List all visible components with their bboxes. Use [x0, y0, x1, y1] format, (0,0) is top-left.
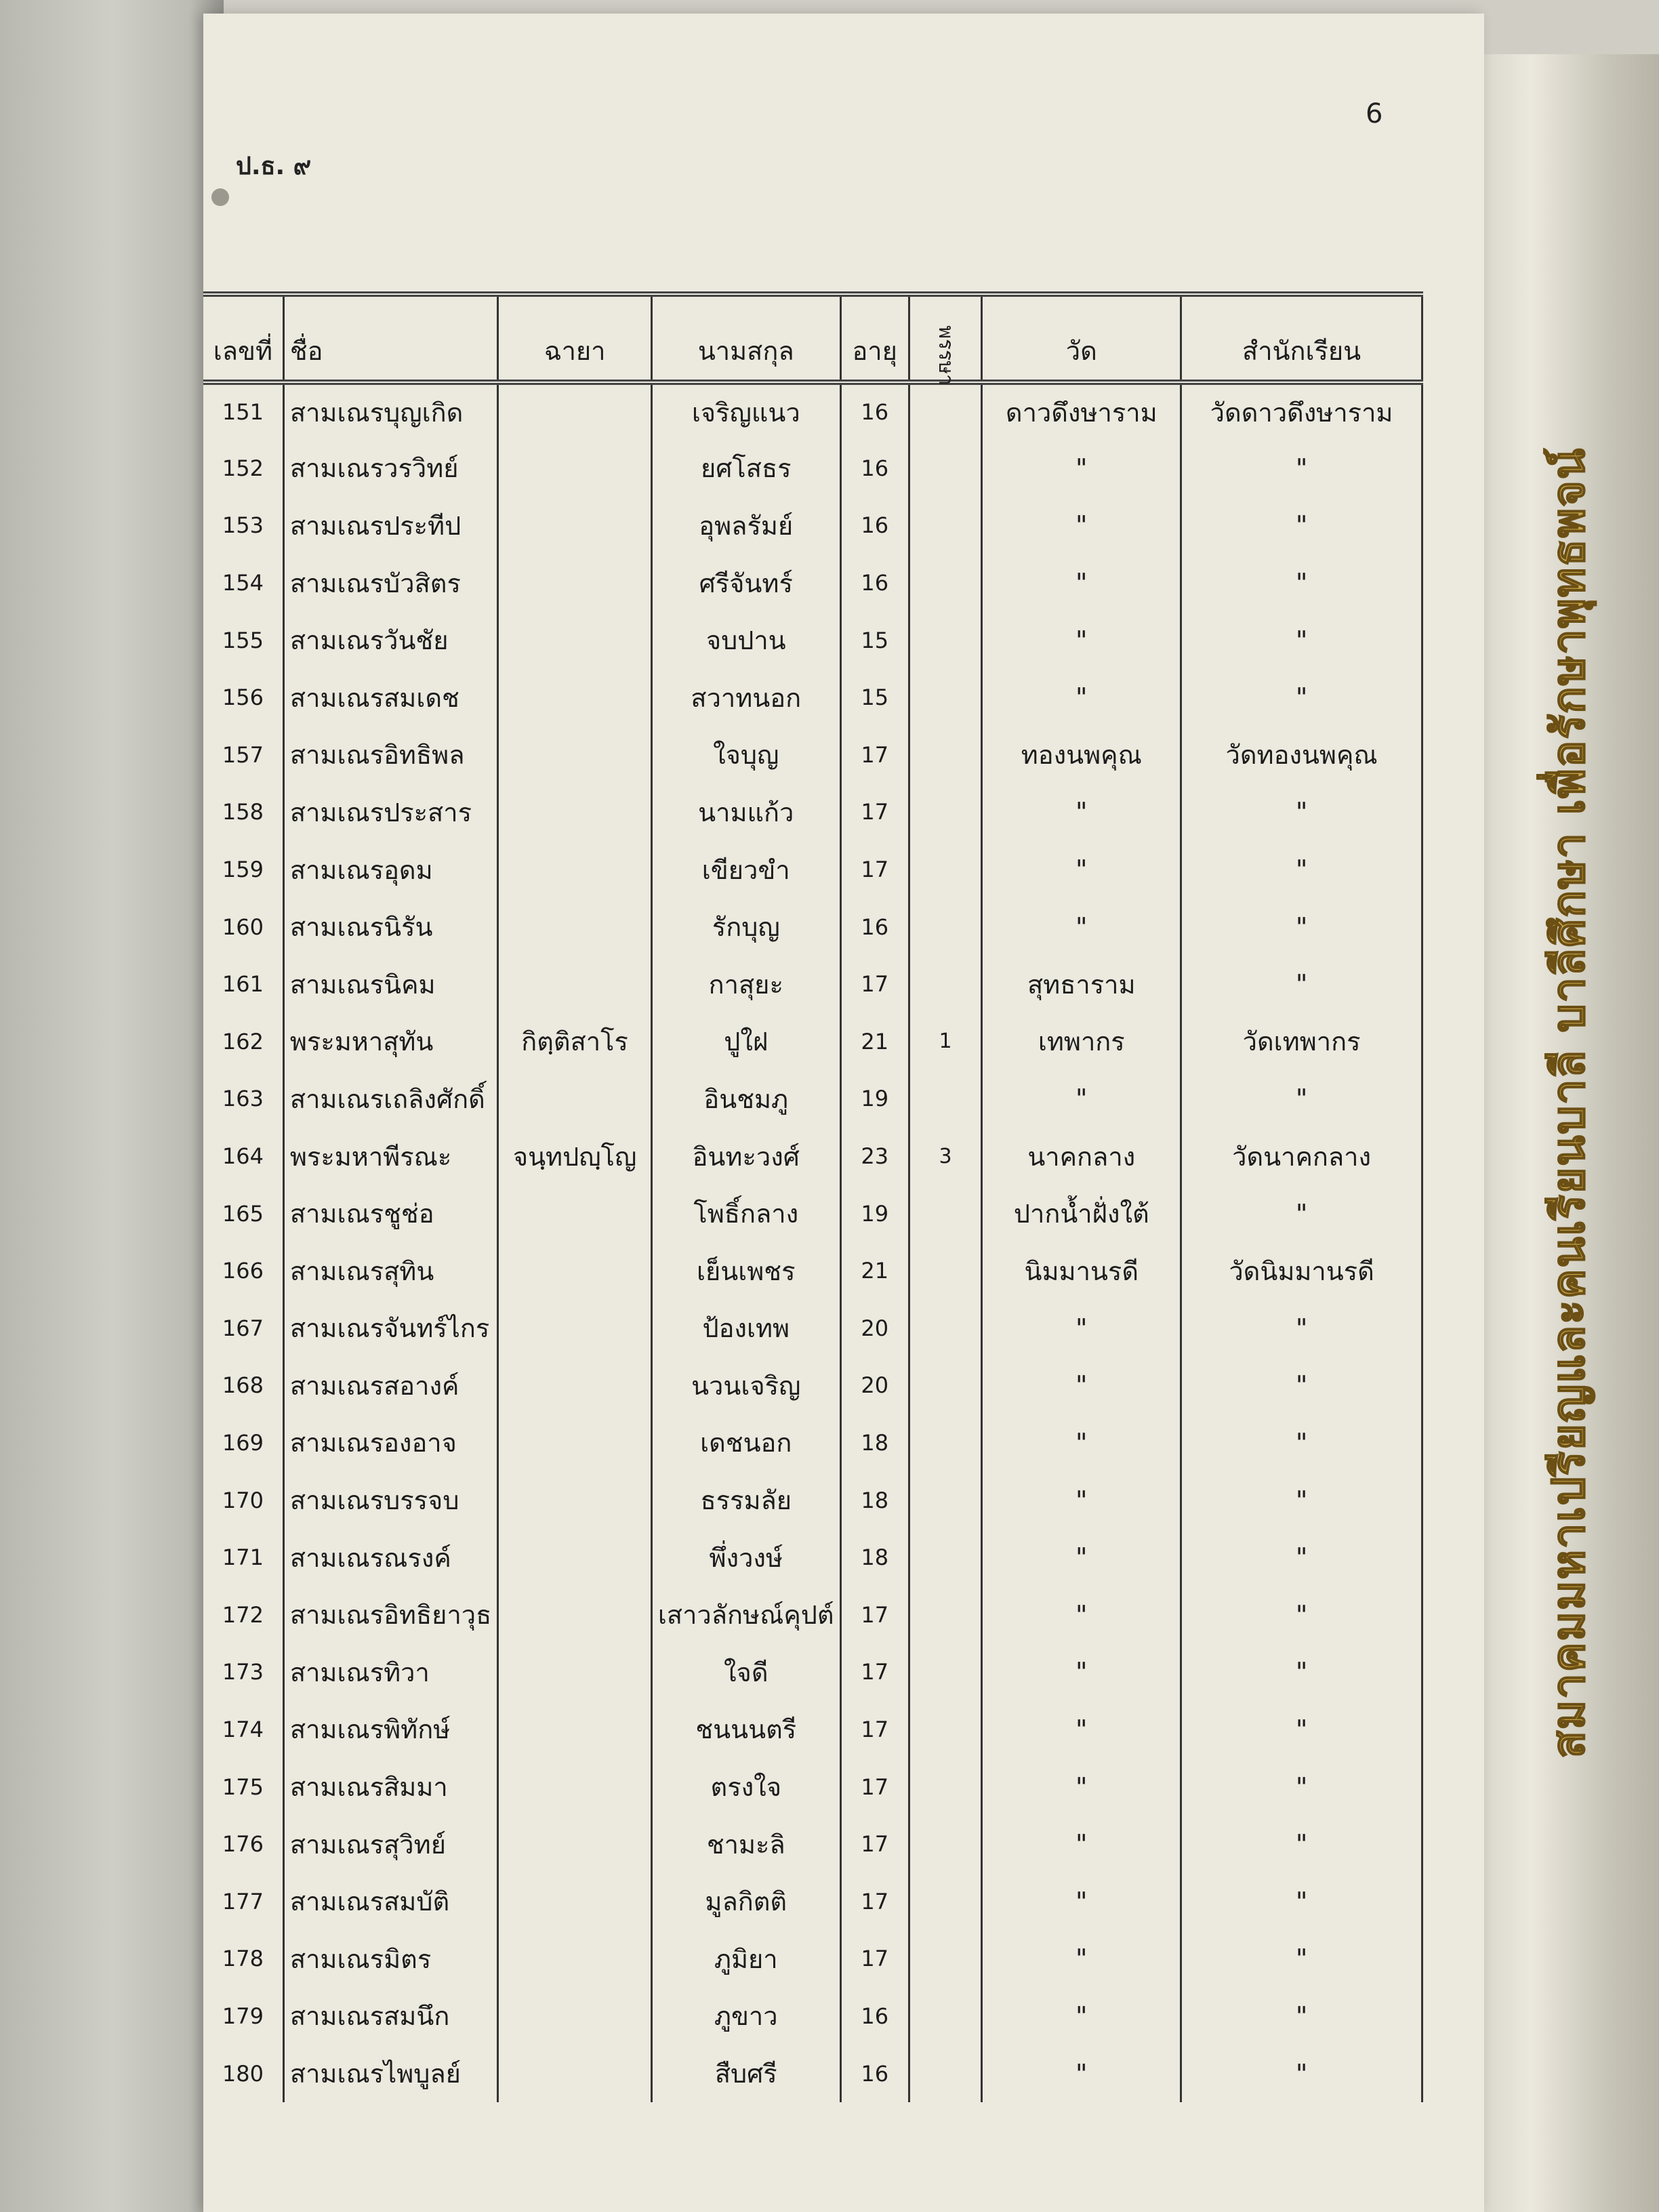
cell-school: วัดดาวดึงษาราม — [1181, 382, 1422, 440]
cell-school: " — [1181, 1643, 1422, 1701]
cell-name: สามเณรองอาจ — [283, 1414, 497, 1472]
cell-ordination-name — [498, 898, 652, 956]
table-row — [203, 497, 1422, 554]
cell-number: 154 — [222, 570, 264, 596]
table-row — [203, 1701, 1422, 1759]
cell-age: 17 — [840, 726, 909, 784]
cell-name: สามเณรมิตร — [283, 1930, 497, 1988]
cell-ordination-name — [498, 611, 652, 669]
cell-surname: เดชนอก — [651, 1414, 840, 1472]
cell-grade — [909, 554, 982, 612]
header-name: ชื่อ — [283, 294, 497, 382]
cell-ordination-name — [498, 1930, 652, 1988]
table-row — [203, 1586, 1422, 1643]
cell-number: 160 — [222, 914, 264, 940]
cell-grade — [909, 1758, 982, 1816]
cell-age: 19 — [840, 1185, 909, 1242]
table-row — [203, 841, 1422, 899]
cell-age: 15 — [840, 611, 909, 669]
watermark-stamp: สมาคมมหาเปรียญและคนเรียนบาลี บาลีศึกษา เพื่อรักษาพุทธพจน์ — [1542, 447, 1595, 1759]
cell-temple: " — [982, 1529, 1181, 1586]
table-row — [203, 956, 1422, 1013]
table-row — [203, 554, 1422, 612]
cell-number: 161 — [222, 971, 264, 998]
cell-temple: " — [982, 1988, 1181, 2045]
cell-name: สามเณรอิทธิยาวุธ — [283, 1586, 497, 1643]
cell-age: 17 — [840, 783, 909, 841]
cell-surname: เจริญแนว — [651, 382, 840, 440]
cell-number: 162 — [222, 1028, 264, 1054]
cell-ordination-name — [498, 1300, 652, 1357]
cell-temple: " — [982, 783, 1181, 841]
cell-school: " — [1181, 956, 1422, 1013]
cell-number: 174 — [222, 1716, 264, 1742]
cell-surname: จบปาน — [651, 611, 840, 669]
cell-name: สามเณรวรวิทย์ — [283, 440, 497, 497]
cell-age: 19 — [840, 1070, 909, 1128]
table-body — [203, 382, 1422, 2102]
cell-grade — [909, 726, 982, 784]
page-number: 6 — [1366, 98, 1383, 129]
table-row — [203, 1242, 1422, 1300]
cell-age: 17 — [840, 1586, 909, 1643]
cell-grade — [909, 382, 982, 440]
cell-ordination-name — [498, 440, 652, 497]
cell-surname: ชนนนตรี — [651, 1701, 840, 1759]
cell-temple: " — [982, 841, 1181, 899]
cell-ordination-name — [498, 1414, 652, 1472]
cell-age: 20 — [840, 1357, 909, 1414]
table-row — [203, 1816, 1422, 1873]
cell-school: " — [1181, 1471, 1422, 1529]
table-row — [203, 1988, 1422, 2045]
cell-grade — [909, 1529, 982, 1586]
cell-age: 17 — [840, 841, 909, 899]
cell-surname: นามแก้ว — [651, 783, 840, 841]
roster-table — [203, 291, 1423, 2102]
cell-surname: อินชมภู — [651, 1070, 840, 1128]
binding-hole — [211, 188, 229, 206]
cell-surname: นวนเจริญ — [651, 1357, 840, 1414]
cell-grade — [909, 1930, 982, 1988]
cell-ordination-name — [498, 554, 652, 612]
cell-age: 16 — [840, 898, 909, 956]
cell-grade — [909, 783, 982, 841]
table-row — [203, 783, 1422, 841]
cell-ordination-name — [498, 726, 652, 784]
cell-grade — [909, 1643, 982, 1701]
header-age: อายุ — [840, 294, 909, 382]
cell-number: 166 — [222, 1258, 264, 1284]
cell-name: สามเณรสุวิทย์ — [283, 1816, 497, 1873]
cell-grade — [909, 1701, 982, 1759]
cell-grade — [909, 956, 982, 1013]
cell-grade — [909, 1586, 982, 1643]
cell-school: " — [1181, 783, 1422, 841]
cell-grade — [909, 1185, 982, 1242]
cell-number: 159 — [222, 857, 264, 883]
cell-ordination-name — [498, 669, 652, 726]
cell-surname: ป้องเทพ — [651, 1300, 840, 1357]
cell-grade — [909, 2045, 982, 2102]
cell-grade: 3 — [909, 1128, 982, 1185]
cell-number: 163 — [222, 1086, 264, 1112]
cell-school: " — [1181, 1300, 1422, 1357]
cell-temple: " — [982, 1872, 1181, 1930]
cell-surname: เย็นเพชร — [651, 1242, 840, 1300]
header-temple: วัด — [982, 294, 1181, 382]
cell-school: " — [1181, 497, 1422, 554]
cell-school: " — [1181, 1529, 1422, 1586]
cell-name: สามเณรประทีป — [283, 497, 497, 554]
header-school: สำนักเรียน — [1181, 294, 1422, 382]
cell-number: 155 — [222, 627, 264, 653]
cell-temple: " — [982, 1357, 1181, 1414]
table-header-row — [203, 294, 1422, 382]
cell-grade — [909, 1300, 982, 1357]
table-row — [203, 1529, 1422, 1586]
table-row — [203, 2045, 1422, 2102]
cell-name: สามเณรสุทิน — [283, 1242, 497, 1300]
cell-name: สามเณรอิทธิพล — [283, 726, 497, 784]
cell-age: 17 — [840, 1930, 909, 1988]
table-row — [203, 1471, 1422, 1529]
cell-name: สามเณรพิทักษ์ — [283, 1701, 497, 1759]
cell-age: 16 — [840, 2045, 909, 2102]
cell-school: " — [1181, 440, 1422, 497]
cell-temple: " — [982, 1586, 1181, 1643]
table-row — [203, 382, 1422, 440]
cell-name: สามเณรสมนึก — [283, 1988, 497, 2045]
cell-ordination-name — [498, 1988, 652, 2045]
cell-ordination-name: จนฺทปญฺโญ — [498, 1128, 652, 1185]
cell-name: สามเณรสมบัติ — [283, 1872, 497, 1930]
cell-surname: เขียวขำ — [651, 841, 840, 899]
cell-number: 176 — [222, 1831, 264, 1858]
cell-surname: เสาวลักษณ์คุปต์ — [651, 1586, 840, 1643]
cell-surname: อุพลรัมย์ — [651, 497, 840, 554]
cell-grade — [909, 1242, 982, 1300]
cell-age: 16 — [840, 440, 909, 497]
cell-school: วัดนาคกลาง — [1181, 1128, 1422, 1185]
table-row — [203, 1872, 1422, 1930]
cell-surname: ใจบุญ — [651, 726, 840, 784]
cell-surname: โพธิ์กลาง — [651, 1185, 840, 1242]
cell-surname: ใจดี — [651, 1643, 840, 1701]
table-row — [203, 1930, 1422, 1988]
cell-surname: ธรรมลัย — [651, 1471, 840, 1529]
cell-number: 168 — [222, 1372, 264, 1399]
cell-number: 153 — [222, 512, 264, 539]
cell-ordination-name — [498, 1242, 652, 1300]
cell-ordination-name — [498, 1872, 652, 1930]
cell-grade — [909, 1988, 982, 2045]
cell-name: สามเณรบัวสิตร — [283, 554, 497, 612]
cell-surname: ภูมิยา — [651, 1930, 840, 1988]
table-row — [203, 1414, 1422, 1472]
cell-name: สามเณรจันทร์ไกร — [283, 1300, 497, 1357]
cell-name: สามเณรสิมมา — [283, 1758, 497, 1816]
cell-grade — [909, 611, 982, 669]
cell-grade — [909, 1471, 982, 1529]
cell-age: 23 — [840, 1128, 909, 1185]
cell-ordination-name — [498, 382, 652, 440]
cell-school: " — [1181, 1930, 1422, 1988]
cell-age: 20 — [840, 1300, 909, 1357]
cell-surname: สวาทนอก — [651, 669, 840, 726]
cell-number: 152 — [222, 455, 264, 481]
cell-number: 171 — [222, 1544, 264, 1571]
table-row — [203, 669, 1422, 726]
cell-temple: " — [982, 611, 1181, 669]
cell-name: สามเณรเถลิงศักดิ์ — [283, 1070, 497, 1128]
cell-surname: ชามะลิ — [651, 1816, 840, 1873]
cell-number: 178 — [222, 1946, 264, 1972]
cell-number: 165 — [222, 1200, 264, 1227]
cell-ordination-name — [498, 1357, 652, 1414]
table-row — [203, 726, 1422, 784]
cell-surname: ศรีจันทร์ — [651, 554, 840, 612]
cell-age: 16 — [840, 497, 909, 554]
cell-number: 175 — [222, 1774, 264, 1800]
cell-temple: นิมมานรดี — [982, 1242, 1181, 1300]
cell-temple: " — [982, 1816, 1181, 1873]
cell-temple: " — [982, 1930, 1181, 1988]
cell-temple: ทองนพคุณ — [982, 726, 1181, 784]
cell-ordination-name — [498, 1643, 652, 1701]
cell-ordination-name — [498, 1701, 652, 1759]
cell-age: 17 — [840, 1758, 909, 1816]
cell-temple: " — [982, 669, 1181, 726]
cell-temple: " — [982, 440, 1181, 497]
cell-school: " — [1181, 1357, 1422, 1414]
cell-temple: " — [982, 554, 1181, 612]
cell-surname: ยศโสธร — [651, 440, 840, 497]
cell-grade — [909, 841, 982, 899]
document-page — [203, 14, 1484, 2212]
cell-number: 177 — [222, 1888, 264, 1914]
cell-school: " — [1181, 1185, 1422, 1242]
cell-temple: " — [982, 1643, 1181, 1701]
cell-name: สามเณรบรรจบ — [283, 1471, 497, 1529]
cell-temple: " — [982, 898, 1181, 956]
cell-ordination-name — [498, 1758, 652, 1816]
cell-temple: " — [982, 1300, 1181, 1357]
header-surname: นามสกุล — [651, 294, 840, 382]
cell-ordination-name — [498, 841, 652, 899]
cell-surname: สืบศรี — [651, 2045, 840, 2102]
table-row — [203, 1070, 1422, 1128]
cell-ordination-name — [498, 1471, 652, 1529]
cell-school: " — [1181, 898, 1422, 956]
cell-temple: " — [982, 497, 1181, 554]
header-number: เลขที่ — [203, 294, 283, 382]
cell-number: 164 — [222, 1143, 264, 1170]
cell-school: " — [1181, 611, 1422, 669]
cell-ordination-name — [498, 956, 652, 1013]
cell-grade: 1 — [909, 1013, 982, 1071]
cell-school: " — [1181, 1816, 1422, 1873]
header-grade — [909, 294, 982, 386]
cell-age: 15 — [840, 669, 909, 726]
cell-number: 172 — [222, 1601, 264, 1628]
cell-school: " — [1181, 2045, 1422, 2102]
cell-grade — [909, 1070, 982, 1128]
left-page-edge — [0, 0, 224, 2212]
cell-surname: มูลกิตติ — [651, 1872, 840, 1930]
cell-ordination-name — [498, 1816, 652, 1873]
cell-temple: นาคกลาง — [982, 1128, 1181, 1185]
cell-school: " — [1181, 1701, 1422, 1759]
cell-surname: อินทะวงศ์ — [651, 1128, 840, 1185]
table-row — [203, 611, 1422, 669]
cell-name: สามเณรณรงค์ — [283, 1529, 497, 1586]
cell-age: 17 — [840, 1872, 909, 1930]
cell-surname: รักบุญ — [651, 898, 840, 956]
table-row — [203, 1300, 1422, 1357]
cell-name: สามเณรสอางค์ — [283, 1357, 497, 1414]
table-row — [203, 1758, 1422, 1816]
cell-surname: ภูขาว — [651, 1988, 840, 2045]
cell-school: " — [1181, 1872, 1422, 1930]
cell-number: 158 — [222, 799, 264, 825]
cell-age: 17 — [840, 1701, 909, 1759]
cell-grade — [909, 497, 982, 554]
cell-grade — [909, 1414, 982, 1472]
cell-temple: เทพากร — [982, 1013, 1181, 1071]
cell-school: " — [1181, 841, 1422, 899]
cell-grade — [909, 440, 982, 497]
cell-age: 16 — [840, 1988, 909, 2045]
cell-name: สามเณรไพบูลย์ — [283, 2045, 497, 2102]
cell-ordination-name — [498, 2045, 652, 2102]
cell-surname: ปูใฝ — [651, 1013, 840, 1071]
cell-school: วัดนิมมานรดี — [1181, 1242, 1422, 1300]
cell-ordination-name — [498, 497, 652, 554]
cell-grade — [909, 1357, 982, 1414]
cell-school: " — [1181, 1414, 1422, 1472]
cell-name: สามเณรวันชัย — [283, 611, 497, 669]
cell-name: สามเณรอุดม — [283, 841, 497, 899]
header-ordination-name: ฉายา — [498, 294, 652, 382]
cell-ordination-name — [498, 783, 652, 841]
cell-name: สามเณรชูช่อ — [283, 1185, 497, 1242]
cell-name: สามเณรประสาร — [283, 783, 497, 841]
cell-temple: ดาวดึงษาราม — [982, 382, 1181, 440]
cell-school: วัดทองนพคุณ — [1181, 726, 1422, 784]
cell-temple: " — [982, 1758, 1181, 1816]
table-row — [203, 1185, 1422, 1242]
header-grade-label: พรรษา — [933, 325, 958, 386]
cell-number: 170 — [222, 1487, 264, 1513]
cell-number: 156 — [222, 684, 264, 711]
cell-age: 21 — [840, 1242, 909, 1300]
table-row — [203, 898, 1422, 956]
cell-school: " — [1181, 1758, 1422, 1816]
cell-surname: พึ่งวงษ์ — [651, 1529, 840, 1586]
table-row — [203, 440, 1422, 497]
cell-ordination-name — [498, 1070, 652, 1128]
cell-surname: กาสุยะ — [651, 956, 840, 1013]
cell-temple: " — [982, 1471, 1181, 1529]
cell-name: สามเณรทิวา — [283, 1643, 497, 1701]
cell-age: 18 — [840, 1471, 909, 1529]
cell-grade — [909, 1816, 982, 1873]
table-row — [203, 1128, 1422, 1185]
cell-school: " — [1181, 554, 1422, 612]
cell-age: 17 — [840, 1643, 909, 1701]
cell-age: 17 — [840, 956, 909, 1013]
cell-name: สามเณรสมเดช — [283, 669, 497, 726]
cell-age: 21 — [840, 1013, 909, 1071]
cell-number: 173 — [222, 1659, 264, 1685]
cell-grade — [909, 669, 982, 726]
cell-surname: ตรงใจ — [651, 1758, 840, 1816]
cell-number: 151 — [222, 399, 264, 426]
cell-temple: สุทธาราม — [982, 956, 1181, 1013]
cell-name: สามเณรนิรัน — [283, 898, 497, 956]
table-row — [203, 1013, 1422, 1071]
cell-name: พระมหาพีรณะ — [283, 1128, 497, 1185]
cell-grade — [909, 898, 982, 956]
cell-age: 18 — [840, 1414, 909, 1472]
cell-name: สามเณรบุญเกิด — [283, 382, 497, 440]
cell-school: " — [1181, 1586, 1422, 1643]
cell-age: 18 — [840, 1529, 909, 1586]
cell-number: 179 — [222, 2003, 264, 2029]
cell-name: สามเณรนิคม — [283, 956, 497, 1013]
cell-temple: " — [982, 1070, 1181, 1128]
cell-school: " — [1181, 1988, 1422, 2045]
cell-age: 17 — [840, 1816, 909, 1873]
cell-age: 16 — [840, 554, 909, 612]
cell-temple: ปากน้ำฝั่งใต้ — [982, 1185, 1181, 1242]
cell-temple: " — [982, 1701, 1181, 1759]
cell-ordination-name — [498, 1529, 652, 1586]
cell-grade — [909, 1872, 982, 1930]
cell-ordination-name — [498, 1185, 652, 1242]
cell-number: 169 — [222, 1429, 264, 1456]
cell-temple: " — [982, 2045, 1181, 2102]
cell-school: วัดเทพากร — [1181, 1013, 1422, 1071]
cell-number: 180 — [222, 2060, 264, 2087]
cell-school: " — [1181, 1070, 1422, 1128]
cell-age: 16 — [840, 382, 909, 440]
cell-temple: " — [982, 1414, 1181, 1472]
document-code: ป.ธ. ๙ — [236, 152, 312, 180]
cell-number: 157 — [222, 741, 264, 768]
cell-ordination-name: กิตฺติสาโร — [498, 1013, 652, 1071]
cell-school: " — [1181, 669, 1422, 726]
cell-name: พระมหาสุทัน — [283, 1013, 497, 1071]
table-row — [203, 1643, 1422, 1701]
table-row — [203, 1357, 1422, 1414]
cell-number: 167 — [222, 1315, 264, 1341]
cell-ordination-name — [498, 1586, 652, 1643]
